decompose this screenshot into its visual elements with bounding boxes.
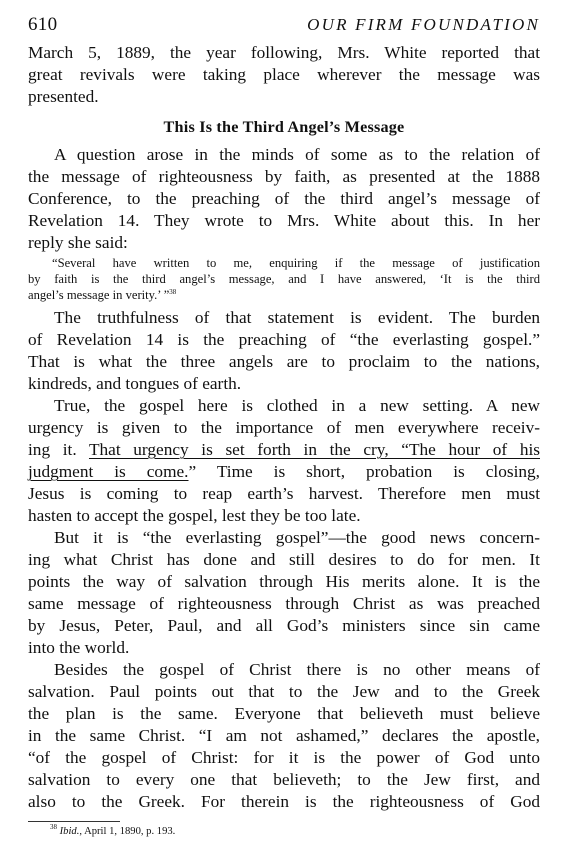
paragraph [28,659,540,813]
quote-line: “Several have written to me, enquiring if the message of justification [52,256,540,270]
quote-line-text: angel’s message in verity.’ ” [28,288,170,302]
underlined-passage: That urgency is set forth in the cry, “The hour of his [88,440,540,459]
text-line: the plan is the same. Everyone that believeth must believe [28,704,540,723]
text-line: ing what Christ has done and still desires to do for men. It [28,550,540,569]
text-line: hasten to accept the gospel, lest they be too late. [28,506,361,525]
footnote-reference: 38 [169,288,177,296]
text-line: Jesus is coming to reap earth’s harvest. Therefore men must [28,484,540,503]
text-line: reply she said: [28,233,128,252]
running-head: OUR FIRM FOUNDATION [307,15,540,34]
text-line: presented. [28,87,99,106]
text-line: salvation to every one that believeth; to the Jew first, and [28,770,540,789]
page-body [28,42,540,813]
text-line: Revelation 14. They wrote to Mrs. White about this. In her [28,211,540,230]
book-page [28,14,540,838]
text-line: True, the gospel here is clothed in a new setting. A new [54,396,540,415]
text-line: urgency is given to the importance of men everywhere receiv- [28,418,540,437]
quote-line: by faith is the third angel’s message, and I have answered, ‘It is the third [28,272,540,286]
section-heading: This Is the Third Angel’s Message [163,118,405,136]
text-line: Besides the gospel of Christ there is no other means of [54,660,540,679]
text-line: great revivals were taking place wherever the message was [28,65,540,84]
paragraph [28,144,540,254]
text-line: also to the Greek. For therein is the righteousness of God [28,792,540,811]
footnote [28,825,540,838]
text-line: A question arose in the minds of some as to the relation of [54,145,540,164]
text-line: into the world. [28,638,130,657]
text-line: salvation. Paul points out that to the Jew and to the Greek [28,682,540,701]
footnote-detail: , April 1, 1890, p. 193. [79,826,176,837]
text-line: March 5, 1889, the year following, Mrs. White reported that [28,43,540,62]
text-line: “of the gospel of Christ: for it is the power of God unto [28,748,540,767]
text-line: by Jesus, Peter, Paul, and all God’s ministers since sin came [28,616,540,635]
quote-line [28,287,540,303]
text-line: That is what the three angels are to proclaim to the nations, [28,352,540,371]
block-quote [28,255,540,303]
text-line: Conference, to the preaching of the third angel’s message of [28,189,540,208]
footnote-mark: 38 [50,823,57,831]
text-line: of Revelation 14 is the preaching of “the everlasting gospel.” [28,330,540,349]
text-line: the message of righteousness by faith, as presented at the 1888 [28,167,540,186]
text-segment: ” Time is short, probation is closing, [188,462,540,481]
footnote-divider [28,821,120,822]
text-line: points the way of salvation through His merits alone. It is the [28,572,540,591]
page-number: 610 [28,14,58,35]
text-line [28,461,540,483]
text-line [28,439,540,461]
footnote-source: Ibid. [59,826,80,837]
paragraph [28,307,540,395]
text-line: in the same Christ. “I am not ashamed,” declares the apostle, [28,726,540,745]
paragraph [28,395,540,527]
text-segment: ing it. [28,440,89,459]
intro-paragraph [28,42,540,108]
text-line: But it is “the everlasting gospel”—the good news concern- [54,528,540,547]
page-header [28,14,540,42]
paragraph [28,527,540,659]
text-line: The truthfulness of that statement is evident. The burden [54,308,540,327]
text-line: same message of righteousness through Christ as was preached [28,594,540,613]
text-line: kindreds, and tongues of earth. [28,374,242,393]
underlined-passage: judgment is come. [28,462,189,481]
